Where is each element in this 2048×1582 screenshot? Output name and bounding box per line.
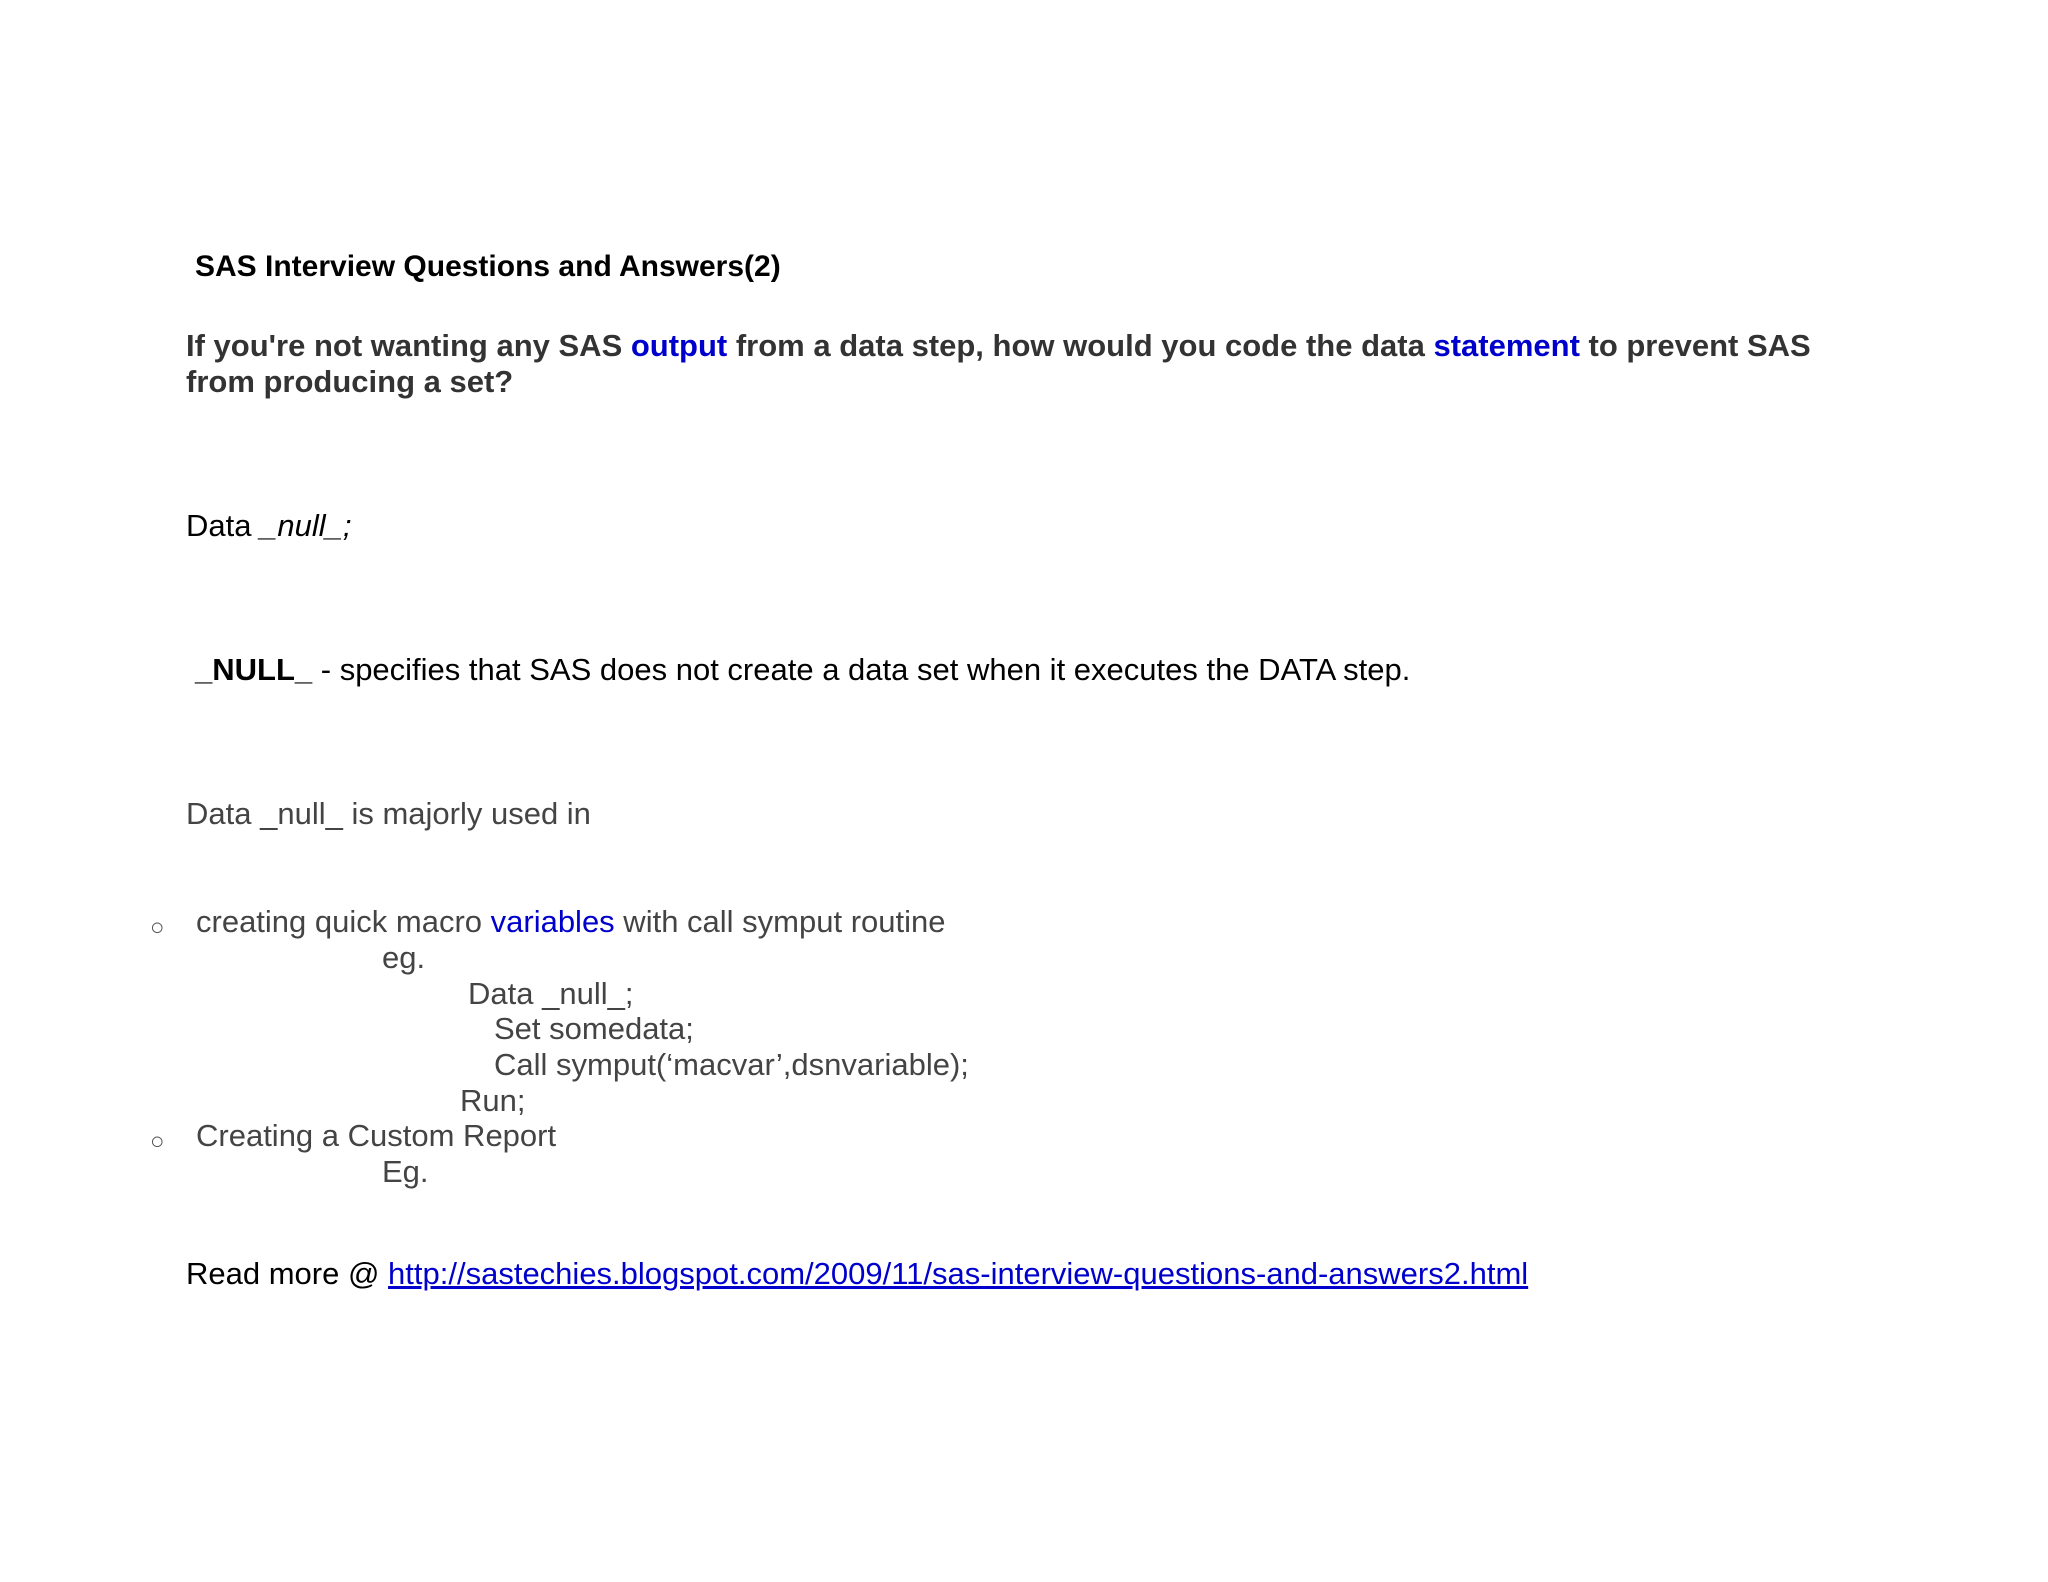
answer-code — [186, 508, 351, 544]
keyword-output-link[interactable]: output — [630, 328, 728, 363]
question-part-3: to prevent SAS from producing a set? — [186, 328, 1811, 399]
code-line: Set somedata; — [494, 1011, 694, 1046]
read-more-label: Read more @ — [186, 1256, 389, 1291]
document-title: SAS Interview Questions and Answers(2) — [195, 250, 781, 283]
example-label: Eg. — [382, 1154, 429, 1189]
variables-link[interactable]: variables — [490, 904, 615, 939]
code-line: Data _null_; — [468, 976, 634, 1011]
code-line: Call symput(‘macvar’,dsnvariable); — [494, 1047, 969, 1082]
read-more-link[interactable]: http://sastechies.blogspot.com/2009/11/sas-interview-questions-and-answers2.html — [388, 1256, 1529, 1291]
list-item: Creating a Custom Report — [196, 1118, 557, 1153]
answer-code-italic: _null_; — [260, 508, 352, 543]
question-part-2: from a data step, how would you code the data — [727, 328, 1434, 363]
question-text — [186, 328, 1886, 400]
example-label: eg. — [382, 940, 426, 975]
used-in-intro: Data _null_ is majorly used in — [186, 796, 591, 831]
question-part-1: If you're not wanting any SAS — [186, 328, 631, 363]
answer-code-prefix: Data — [186, 508, 261, 543]
code-line: Run; — [460, 1083, 526, 1118]
null-term: _NULL_ — [195, 652, 313, 687]
bullet-icon: ○ — [150, 1128, 165, 1155]
bullet-icon: ○ — [150, 914, 165, 941]
list-item-text: creating quick macro — [196, 904, 491, 939]
null-definition-text: - specifies that SAS does not create a data set when it executes the DATA step. — [312, 652, 1411, 687]
list-item — [196, 904, 946, 940]
keyword-statement-link[interactable]: statement — [1433, 328, 1580, 363]
null-definition — [195, 652, 1410, 688]
list-item-text: with call symput routine — [614, 904, 946, 939]
read-more — [186, 1256, 1528, 1292]
